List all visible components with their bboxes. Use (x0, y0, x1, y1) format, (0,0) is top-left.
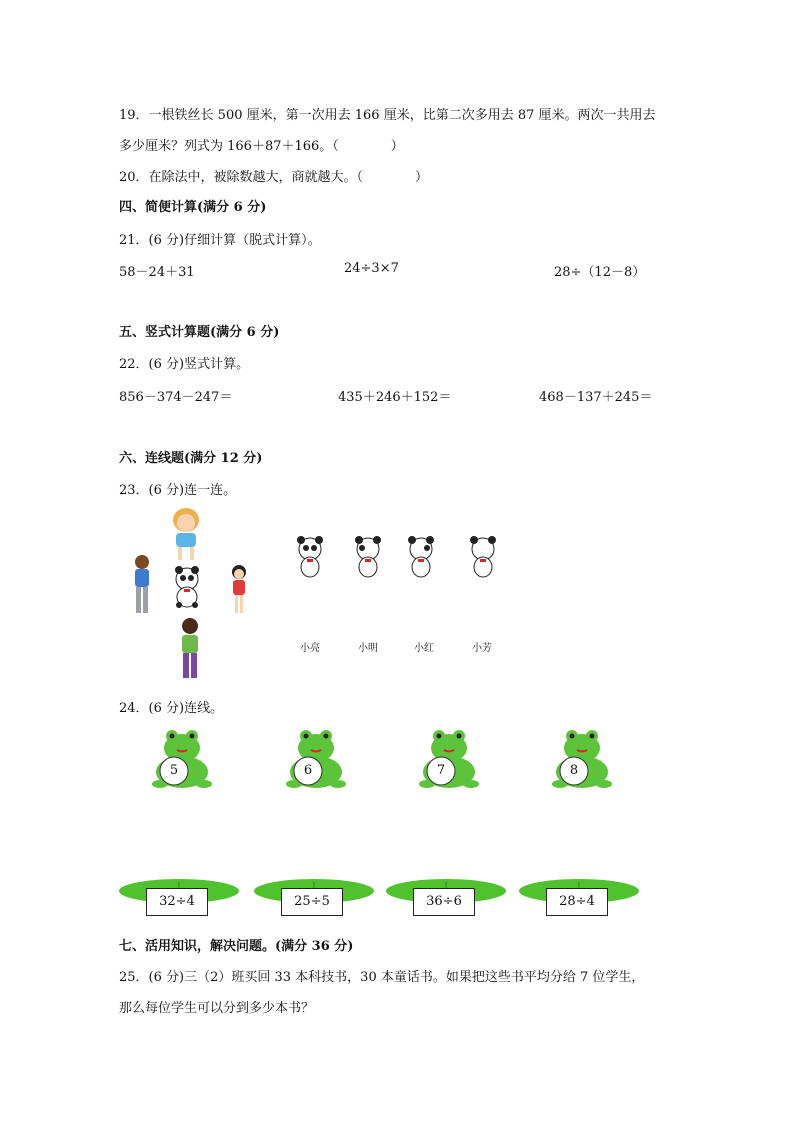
leaf-expression: 32÷4 (146, 888, 208, 916)
leaf-3 (385, 874, 507, 918)
leaf-expression: 25÷5 (281, 888, 343, 916)
leaf-4 (518, 874, 640, 918)
girl-figure-right (228, 563, 250, 617)
section-7-title: 七、活用知识，解决问题。(满分 36 分) (119, 939, 354, 954)
q22-item-1: 856－374－247＝ (119, 390, 233, 405)
q25-line2: 那么每位学生可以分到多少本书？ (119, 1001, 315, 1016)
frog-number: 7 (436, 763, 446, 778)
leaf-1 (118, 874, 240, 918)
frog-2 (284, 726, 348, 792)
frog-3 (417, 726, 481, 792)
section-5-title: 五、竖式计算题(满分 6 分) (119, 325, 280, 340)
frog-icon (417, 726, 481, 792)
girl-figure-top (166, 506, 206, 562)
panda-1-icon (295, 535, 325, 579)
panda-label-1: 小亮 (300, 643, 320, 654)
panda-4-icon (468, 535, 498, 579)
frog-icon (150, 726, 214, 792)
panda-label-3: 小红 (414, 643, 434, 654)
panda-label-4: 小芳 (472, 643, 492, 654)
q21-item-1: 58－24＋31 (119, 265, 195, 280)
boy-figure-bottom (174, 616, 206, 680)
q20: 20．在除法中，被除数越大，商就越大。（ ） (119, 170, 429, 185)
frog-number: 5 (169, 763, 179, 778)
panda-3-icon (406, 535, 436, 579)
q21-item-3: 28÷（12－8） (554, 265, 646, 280)
q25-line1: 25．(6 分)三（2）班买回 33 本科技书，30 本童话书。如果把这些书平均分给 7 位学生， (119, 970, 645, 985)
q21-item-2: 24÷3×7 (344, 261, 399, 276)
panda-2-icon (353, 535, 383, 579)
panda-label-2: 小明 (358, 643, 378, 654)
frog-number: 8 (569, 763, 579, 778)
leaf-2 (253, 874, 375, 918)
section-6-title: 六、连线题(满分 12 分) (119, 451, 263, 466)
frog-4 (550, 726, 614, 792)
frog-icon (284, 726, 348, 792)
q19-line2: 多少厘米？列式为 166＋87＋166。（ ） (119, 139, 404, 154)
frog-icon (550, 726, 614, 792)
leaf-expression: 36÷6 (413, 888, 475, 916)
leaf-expression: 28÷4 (546, 888, 608, 916)
q22: 22．(6 分)竖式计算。 (119, 357, 250, 372)
q19-line1: 19．一根铁丝长 500 厘米，第一次用去 166 厘米，比第二次多用去 87 厘米。两次一共用去 (119, 108, 656, 123)
q21: 21．(6 分)仔细计算（脱式计算）。 (119, 233, 321, 248)
q24: 24．(6 分)连线。 (119, 701, 224, 716)
q22-item-2: 435＋246＋152＝ (338, 390, 452, 405)
frog-1 (150, 726, 214, 792)
section-4-title: 四、简便计算(满分 6 分) (119, 200, 267, 215)
q23: 23．(6 分)连一连。 (119, 483, 237, 498)
panda-figure-center (171, 565, 203, 609)
q22-item-3: 468－137＋245＝ (539, 390, 653, 405)
boy-figure-left (129, 553, 155, 617)
frog-number: 6 (303, 763, 313, 778)
